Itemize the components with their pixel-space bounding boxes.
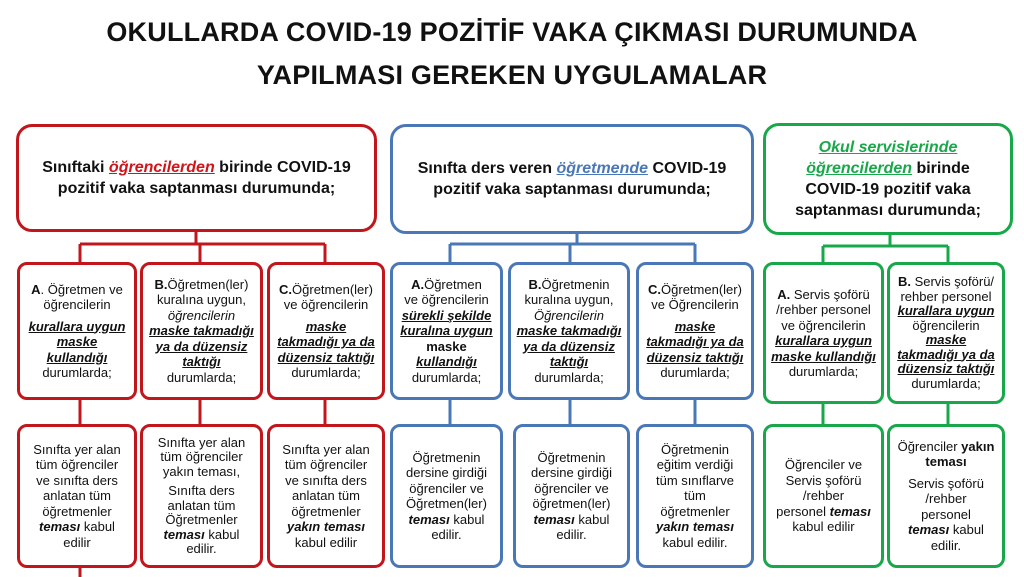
case-emphasis: kuralına uygun <box>400 323 493 339</box>
case-text: durumlarda; <box>911 375 981 391</box>
result-emphasis: teması <box>908 522 950 538</box>
result-emphasis: teması <box>925 454 967 470</box>
case-emphasis: kullandığı <box>416 354 477 370</box>
result-text: Öğretmenin <box>537 449 606 465</box>
case-emphasis: kurallara uygun <box>897 303 995 318</box>
result-emphasis: teması <box>829 503 871 519</box>
case-text: Öğretmen(ler) <box>661 281 742 297</box>
header-teachers-emph: öğretmende <box>556 160 649 177</box>
case-emphasis: takmadığı ya da <box>646 334 744 349</box>
case-text: Servis şoförü/ <box>914 274 995 289</box>
result-text: tüm öğrenciler <box>160 449 243 464</box>
result-text: dersine girdiği <box>406 465 487 480</box>
case-letter: A <box>31 281 41 297</box>
case-emphasis: ya da düzensiz <box>523 338 615 354</box>
page-title-line-1: OKULLARDA COVID-19 POZİTİF VAKA ÇIKMASI DURUMUNDA <box>106 17 918 47</box>
case-text: ve öğrencilerin <box>283 297 369 312</box>
result-emphasis: teması <box>408 511 450 527</box>
case-emphasis: maske takmadığı <box>149 323 254 339</box>
case-text: Öğretmenin <box>541 276 610 292</box>
case-text: durumlarda; <box>42 365 112 380</box>
result-text: Öğretmenin <box>661 441 729 457</box>
case-letter: A. <box>777 286 791 302</box>
header-bus-emph1: Okul servislerinde <box>818 139 958 156</box>
result-text: edilir. <box>930 537 962 553</box>
result-text: /rehber <box>802 488 845 504</box>
case-text: durumlarda; <box>411 369 482 385</box>
result-text: kabul <box>574 511 610 527</box>
case-text: rehber personel <box>900 288 992 304</box>
case-letter: B. <box>528 276 542 292</box>
header-teachers-pre: Sınıfta ders veren <box>417 160 557 177</box>
case-bus-b <box>887 262 1005 404</box>
case-teachers-c <box>636 262 754 400</box>
case-text: durumlarda; <box>534 369 604 385</box>
case-text: durumlarda; <box>788 364 859 379</box>
case-emphasis: düzensiz taktığı <box>897 361 995 376</box>
result-text: yakın teması, <box>162 463 241 479</box>
result-text: Servis şoförü <box>908 475 984 491</box>
case-emphasis: maske <box>674 318 716 334</box>
case-text: öğrencilerin <box>167 307 236 323</box>
result-emphasis: teması <box>163 526 205 542</box>
result-text: Öğretmenin <box>412 449 481 465</box>
result-text: Sınıfta yer alan <box>282 441 370 457</box>
case-text: öğrencilerin <box>912 317 980 333</box>
result-text: Öğretmen(ler) <box>406 496 487 511</box>
case-emphasis: maske <box>56 334 98 349</box>
result-text: tüm sınıflarve <box>655 472 735 488</box>
case-text: durumlarda; <box>660 365 730 380</box>
result-text: Sınıfta ders <box>168 483 235 498</box>
result-text: tüm <box>684 488 706 504</box>
result-text: /rehber <box>925 491 967 507</box>
result-text: öğrenciler ve <box>409 480 484 496</box>
case-text: kuralına uygun, <box>524 292 614 308</box>
case-emphasis: maske kullandığı <box>771 348 876 364</box>
case-text: durumlarda; <box>291 365 361 380</box>
result-bus-b <box>887 424 1005 568</box>
result-text: öğrenciler ve <box>534 480 609 496</box>
case-text: öğrencilerin <box>43 297 111 312</box>
case-students-a <box>17 262 137 400</box>
result-text: anlatan tüm <box>292 488 360 504</box>
case-text: durumlarda; <box>166 369 237 385</box>
case-text: /rehber personel <box>776 302 871 317</box>
result-text: eğitim verdiği <box>656 457 734 473</box>
header-bus-post1: birinde <box>912 160 970 177</box>
result-text: ve sınıfta ders <box>36 472 118 488</box>
case-teachers-b <box>508 262 630 400</box>
case-letter: C. <box>648 281 662 297</box>
result-teachers-b <box>513 424 630 568</box>
case-emphasis: düzensiz taktığı <box>646 349 744 365</box>
result-text: tüm öğrenciler <box>284 457 368 473</box>
case-teachers-a <box>390 262 503 400</box>
case-emphasis: düzensiz taktığı <box>277 349 375 365</box>
header-students <box>16 124 377 232</box>
case-emphasis: kullandığı <box>46 349 108 365</box>
result-text: öğretmenler <box>42 503 112 519</box>
result-text: kabul <box>80 519 115 535</box>
result-text: öğretmenler <box>660 503 730 519</box>
header-students-post: birinde COVID-19 pozitif vaka saptanması durumunda; <box>57 159 351 197</box>
result-text: öğretmenler <box>291 503 361 519</box>
case-bus-a <box>763 262 884 404</box>
case-text: kuralına uygun, <box>157 292 246 308</box>
result-text: öğretmen(ler) <box>532 496 611 511</box>
result-text: kabul edilir <box>294 534 358 550</box>
case-text: . Öğretmen ve <box>40 281 123 297</box>
result-text: Sınıfta yer alan <box>157 434 246 450</box>
result-text: dersine girdiği <box>531 465 612 480</box>
header-students-emph: öğrencilerden <box>108 159 215 176</box>
case-letter: B. <box>154 276 168 292</box>
result-bus-a <box>763 424 884 568</box>
result-emphasis: teması <box>533 511 575 527</box>
result-text: tüm öğrenciler <box>35 457 119 473</box>
case-emphasis: takmadığı ya da <box>897 346 995 362</box>
result-emphasis: teması <box>39 519 81 535</box>
result-teachers-c <box>636 424 754 568</box>
result-teachers-a <box>390 424 503 568</box>
header-students-pre: Sınıftaki <box>42 159 109 176</box>
case-letter: B. <box>897 274 911 289</box>
result-text: Servis şoförü <box>785 472 862 488</box>
result-text: personel <box>776 503 827 519</box>
case-letter: C. <box>279 281 293 297</box>
result-text: personel <box>921 506 971 522</box>
result-text: anlatan tüm <box>43 488 111 504</box>
result-text: kabul edilir. <box>662 534 728 550</box>
page-title-line-2: YAPILMASI GEREKEN UYGULAMALAR <box>256 60 768 90</box>
case-emphasis: ya da düzensiz <box>155 338 248 354</box>
case-emphasis: maske <box>305 318 347 334</box>
header-bus-emph2: öğrencilerden <box>806 160 913 177</box>
case-text: Öğretmen(ler) <box>167 276 249 292</box>
result-text: edilir <box>63 534 91 550</box>
case-text: ve öğrencilerin <box>781 317 866 333</box>
header-bus-post2: COVID-19 pozitif vaka <box>805 181 971 198</box>
result-emphasis: yakın <box>961 438 995 454</box>
case-text: Servis şoförü <box>793 286 870 302</box>
case-emphasis: takmadığı ya da <box>277 334 375 349</box>
result-text: kabul <box>949 522 984 538</box>
case-emphasis: kurallara uygun <box>28 318 126 334</box>
case-emphasis: maske <box>426 338 467 354</box>
result-text: edilir. <box>431 527 462 542</box>
result-text: edilir. <box>186 541 217 556</box>
result-emphasis: yakın teması <box>655 519 735 535</box>
result-text: Öğrenciler <box>897 438 962 454</box>
result-text: kabul edilir <box>792 519 855 535</box>
case-text: ve öğrencilerin <box>404 292 489 308</box>
result-students-b <box>140 424 263 568</box>
result-text: Sınıfta yer alan <box>33 441 121 457</box>
result-students-a <box>17 424 137 568</box>
result-text: anlatan tüm <box>167 497 236 513</box>
case-emphasis: maske takmadığı <box>516 323 622 339</box>
header-bus <box>763 123 1013 235</box>
case-text: Öğretmen(ler) <box>292 281 373 297</box>
case-emphasis: maske <box>925 332 967 347</box>
result-students-c <box>267 424 385 568</box>
result-text: ve sınıfta ders <box>285 472 367 488</box>
case-students-b <box>140 262 263 400</box>
result-text: edilir. <box>556 527 587 542</box>
result-text: Öğrenciler ve <box>784 457 863 473</box>
case-students-c <box>267 262 385 400</box>
case-text: Öğretmen <box>424 276 482 292</box>
header-bus-post3: saptanması durumunda; <box>795 202 981 219</box>
case-emphasis: sürekli şekilde <box>401 307 492 323</box>
result-text: kabul <box>204 526 240 542</box>
case-letter: A. <box>411 276 425 292</box>
result-emphasis: yakın teması <box>286 519 366 535</box>
result-text: kabul <box>449 511 485 527</box>
result-text: Öğretmenler <box>165 512 238 527</box>
case-emphasis: taktığı <box>182 354 221 370</box>
case-emphasis: taktığı <box>549 354 589 370</box>
header-teachers-post: COVID-19 pozitif vaka saptanması durumunda; <box>433 160 727 198</box>
case-text: ve Öğrencilerin <box>651 297 739 312</box>
header-teachers <box>390 124 754 234</box>
case-text: Öğrencilerin <box>533 307 605 323</box>
case-emphasis: kurallara uygun <box>775 333 872 348</box>
